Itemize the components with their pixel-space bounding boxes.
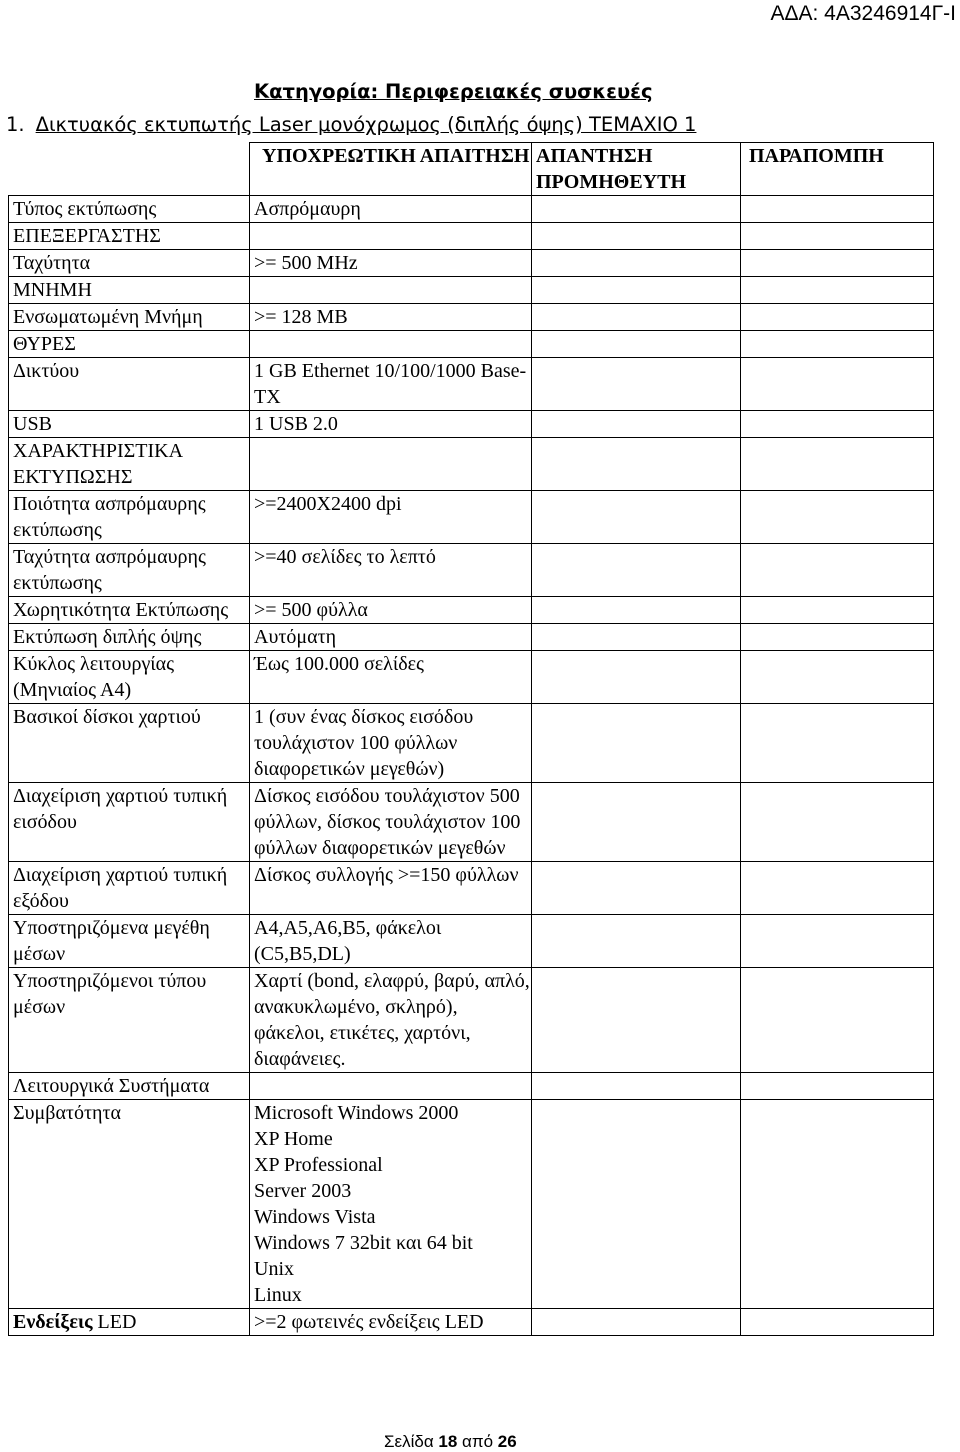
header-reference: ΠΑΡΑΠΟΜΠΗ <box>741 143 934 196</box>
table-row <box>9 968 934 1073</box>
row-value: >=2 φωτεινές ενδείξεις LED <box>250 1309 532 1336</box>
reference-cell <box>741 223 934 250</box>
section-heading: ΜΝΗΜΗ <box>9 277 250 304</box>
answer-cell <box>532 491 741 544</box>
page-footer <box>384 1432 517 1452</box>
item-title-text: Δικτυακός εκτυπωτής Laser μονόχρωμος (διπλής όψης) ΤΕΜΑΧΙΟ 1 <box>35 113 697 136</box>
compatibility-item: Windows 7 32bit και 64 bit <box>254 1232 473 1254</box>
answer-cell <box>532 862 741 915</box>
row-label: Ποιότητα ασπρόμαυρης εκτύπωσης <box>9 491 250 544</box>
ada-code: ΑΔΑ: 4Α3246914Γ-Ι <box>770 2 956 25</box>
compatibility-item: XP Home <box>254 1128 333 1150</box>
header-answer: ΑΠΑΝΤΗΣΗ ΠΡΟΜΗΘΕΥΤΗ <box>532 143 741 196</box>
table-row <box>9 411 934 438</box>
reference-cell <box>741 915 934 968</box>
reference-cell <box>741 544 934 597</box>
row-value: 1 (συν ένας δίσκος εισόδου τουλάχιστον 100 φύλλων διαφορετικών μεγεθών) <box>250 704 532 783</box>
table-row <box>9 1100 934 1309</box>
compatibility-item: Microsoft Windows 2000 <box>254 1102 459 1124</box>
reference-cell <box>741 651 934 704</box>
row-label: Ταχύτητα <box>9 250 250 277</box>
row-value: A4,A5,A6,B5, φάκελοι (C5,B5,DL) <box>250 915 532 968</box>
row-value <box>250 1073 532 1100</box>
reference-cell <box>741 411 934 438</box>
row-value: Χαρτί (bond, ελαφρύ, βαρύ, απλό, ανακυκλωμένο, σκληρό), φάκελοι, ετικέτες, χαρτόνι, διαφάνειες. <box>250 968 532 1073</box>
answer-cell <box>532 544 741 597</box>
compatibility-list <box>250 1100 532 1309</box>
reference-cell <box>741 704 934 783</box>
reference-cell <box>741 968 934 1073</box>
answer-cell <box>532 196 741 223</box>
row-value: Δίσκος εισόδου τουλάχιστον 500 φύλλων, δίσκος τουλάχιστον 100 φύλλων διαφορετικών μεγεθών <box>250 783 532 862</box>
row-label: Υποστηριζόμενα μεγέθη μέσων <box>9 915 250 968</box>
reference-cell <box>741 196 934 223</box>
table-row <box>9 704 934 783</box>
table-row <box>9 358 934 411</box>
answer-cell <box>532 223 741 250</box>
row-value <box>250 438 532 491</box>
row-value: >=2400X2400 dpi <box>250 491 532 544</box>
reference-cell <box>741 597 934 624</box>
table-row <box>9 862 934 915</box>
reference-cell <box>741 1073 934 1100</box>
reference-cell <box>741 304 934 331</box>
row-label: Τύπος εκτύπωσης <box>9 196 250 223</box>
table-row <box>9 331 934 358</box>
table-row <box>9 1309 934 1336</box>
answer-cell <box>532 704 741 783</box>
row-value: Έως 100.000 σελίδες <box>250 651 532 704</box>
row-label: Υποστηριζόμενοι τύπου μέσων <box>9 968 250 1073</box>
answer-cell <box>532 331 741 358</box>
header-requirement: ΥΠΟΧΡΕΩΤΙΚΗ ΑΠΑΙΤΗΣΗ <box>250 143 532 196</box>
answer-cell <box>532 277 741 304</box>
reference-cell <box>741 783 934 862</box>
row-value: Δίσκος συλλογής >=150 φύλλων <box>250 862 532 915</box>
reference-cell <box>741 624 934 651</box>
answer-cell <box>532 1309 741 1336</box>
compatibility-item: Unix <box>254 1258 294 1280</box>
header-empty-cell <box>9 143 250 196</box>
table-row <box>9 438 934 491</box>
answer-cell <box>532 358 741 411</box>
compatibility-item: Windows Vista <box>254 1206 376 1228</box>
row-label: Ταχύτητα ασπρόμαυρης εκτύπωσης <box>9 544 250 597</box>
reference-cell <box>741 250 934 277</box>
row-label: USB <box>9 411 250 438</box>
row-label: Διαχείριση χαρτιού τυπική εξόδου <box>9 862 250 915</box>
row-value: >=40 σελίδες το λεπτό <box>250 544 532 597</box>
table-row <box>9 597 934 624</box>
table-row <box>9 304 934 331</box>
answer-cell <box>532 304 741 331</box>
answer-cell <box>532 915 741 968</box>
reference-cell <box>741 331 934 358</box>
footer-total: 26 <box>497 1432 517 1451</box>
answer-cell <box>532 1073 741 1100</box>
row-label: Εκτύπωση διπλής όψης <box>9 624 250 651</box>
row-value <box>250 331 532 358</box>
row-label: Δικτύου <box>9 358 250 411</box>
table-row <box>9 491 934 544</box>
row-value <box>250 223 532 250</box>
table-row <box>9 783 934 862</box>
table-header-row <box>9 143 934 196</box>
led-label-bold: Ενδείξεις <box>13 1311 93 1333</box>
answer-cell <box>532 651 741 704</box>
row-label: Διαχείριση χαρτιού τυπική εισόδου <box>9 783 250 862</box>
footer-prefix: Σελίδα <box>384 1432 439 1451</box>
table-row <box>9 196 934 223</box>
answer-cell <box>532 250 741 277</box>
row-value: 1 USB 2.0 <box>250 411 532 438</box>
item-title <box>6 113 696 136</box>
row-label: Χωρητικότητα Εκτύπωσης <box>9 597 250 624</box>
table-row <box>9 624 934 651</box>
row-label <box>9 1309 250 1336</box>
table-row <box>9 1073 934 1100</box>
reference-cell <box>741 358 934 411</box>
table-row <box>9 250 934 277</box>
reference-cell <box>741 1100 934 1309</box>
row-value: >= 128 MB <box>250 304 532 331</box>
compatibility-item: XP Professional <box>254 1154 383 1176</box>
compatibility-item: Linux <box>254 1284 302 1306</box>
reference-cell <box>741 1309 934 1336</box>
reference-cell <box>741 491 934 544</box>
spec-table <box>8 142 934 1336</box>
answer-cell <box>532 1100 741 1309</box>
category-heading: Κατηγορία: Περιφερειακές συσκευές <box>254 80 653 103</box>
table-row <box>9 223 934 250</box>
answer-cell <box>532 968 741 1073</box>
row-value: Αυτόματη <box>250 624 532 651</box>
row-value: >= 500 φύλλα <box>250 597 532 624</box>
section-heading: ΘΥΡΕΣ <box>9 331 250 358</box>
table-row <box>9 544 934 597</box>
row-value: 1 GB Ethernet 10/100/1000 Base-TX <box>250 358 532 411</box>
reference-cell <box>741 438 934 491</box>
row-value: >= 500 MHz <box>250 250 532 277</box>
footer-middle: από <box>457 1432 498 1451</box>
section-heading: Λειτουργικά Συστήματα <box>9 1073 250 1100</box>
table-row <box>9 651 934 704</box>
answer-cell <box>532 438 741 491</box>
row-label: Βασικοί δίσκοι χαρτιού <box>9 704 250 783</box>
reference-cell <box>741 862 934 915</box>
section-heading: ΧΑΡΑΚΤΗΡΙΣΤΙΚΑ ΕΚΤΥΠΩΣΗΣ <box>9 438 250 491</box>
row-label: Κύκλος λειτουργίας (Μηνιαίος Α4) <box>9 651 250 704</box>
row-value <box>250 277 532 304</box>
table-row <box>9 277 934 304</box>
compatibility-item: Server 2003 <box>254 1180 352 1202</box>
row-value: Ασπρόμαυρη <box>250 196 532 223</box>
answer-cell <box>532 624 741 651</box>
reference-cell <box>741 277 934 304</box>
answer-cell <box>532 411 741 438</box>
section-heading: ΕΠΕΞΕΡΓΑΣΤΗΣ <box>9 223 250 250</box>
row-label: Συμβατότητα <box>9 1100 250 1309</box>
answer-cell <box>532 783 741 862</box>
item-number: 1. <box>6 113 25 136</box>
answer-cell <box>532 597 741 624</box>
footer-page: 18 <box>438 1432 458 1451</box>
table-row <box>9 915 934 968</box>
led-label-rest: LED <box>92 1311 137 1333</box>
row-label: Ενσωματωμένη Μνήμη <box>9 304 250 331</box>
